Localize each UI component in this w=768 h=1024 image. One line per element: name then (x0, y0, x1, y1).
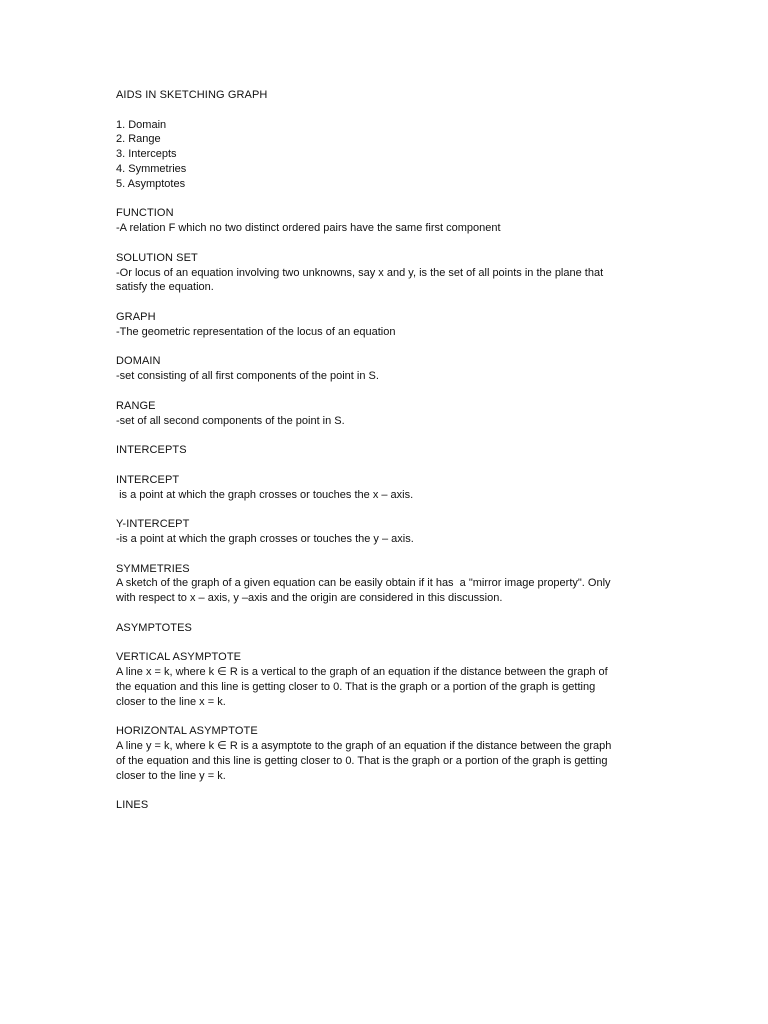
solution-set-section (116, 251, 656, 295)
spacer (116, 709, 656, 724)
spacer (116, 103, 656, 118)
domain-definition: -set consisting of all first components of the point in S. (116, 370, 379, 383)
y-intercept-section (116, 517, 656, 547)
vertical-asymptote-definition-line-3: closer to the line x = k. (116, 695, 226, 708)
horizontal-asymptote-definition-line-1: A line y = k, where k ∈ R is a asymptote to the graph of an equation if the distance between the graph (116, 740, 612, 753)
lines-section (116, 798, 656, 813)
function-section (116, 206, 656, 236)
range-heading: RANGE (116, 399, 156, 412)
symmetries-section (116, 562, 656, 606)
domain-section (116, 354, 656, 384)
spacer (116, 606, 656, 621)
intercept-definition: is a point at which the graph crosses or touches the x – axis. (116, 488, 414, 501)
title-section (116, 88, 656, 103)
spacer (116, 192, 656, 207)
vertical-asymptote-heading: VERTICAL ASYMPTOTE (116, 651, 242, 664)
spacer (116, 502, 656, 517)
vertical-asymptote-section (116, 650, 656, 709)
symmetries-definition-line-1: A sketch of the graph of a given equation can be easily obtain if it has a "mirror image property". Only (116, 577, 611, 590)
vertical-asymptote-definition-line-2: the equation and this line is getting closer to 0. That is the graph or a portion of the graph is getting (116, 680, 596, 693)
spacer (116, 635, 656, 650)
intercepts-heading: INTERCEPTS (116, 444, 187, 457)
lines-heading: LINES (116, 799, 149, 812)
vertical-asymptote-definition-line-1: A line x = k, where k ∈ R is a vertical to the graph of an equation if the distance between the graph of (116, 666, 608, 679)
graph-definition: -The geometric representation of the locus of an equation (116, 325, 396, 338)
document-page (116, 88, 656, 813)
intercept-heading: INTERCEPT (116, 473, 180, 486)
range-definition: -set of all second components of the point in S. (116, 414, 345, 427)
function-heading: FUNCTION (116, 207, 174, 220)
function-definition: -A relation F which no two distinct ordered pairs have the same first component (116, 222, 501, 235)
list-item-domain: 1. Domain (116, 118, 167, 131)
asymptotes-section (116, 621, 656, 636)
spacer (116, 236, 656, 251)
y-intercept-heading: Y-INTERCEPT (116, 518, 190, 531)
list-item-range: 2. Range (116, 133, 161, 146)
solution-set-definition-line-2: satisfy the equation. (116, 281, 214, 294)
graph-heading: GRAPH (116, 310, 156, 323)
list-item-asymptotes: 5. Asymptotes (116, 177, 186, 190)
horizontal-asymptote-definition-line-3: closer to the line y = k. (116, 769, 226, 782)
spacer (116, 428, 656, 443)
solution-set-definition-line-1: -Or locus of an equation involving two unknowns, say x and y, is the set of all points in the plane that (116, 266, 604, 279)
intercepts-section (116, 443, 656, 458)
horizontal-asymptote-definition-line-2: of the equation and this line is getting closer to 0. That is the graph or a portion of the graph is getting (116, 754, 608, 767)
asymptotes-heading: ASYMPTOTES (116, 621, 192, 634)
list-item-intercepts: 3. Intercepts (116, 148, 177, 161)
domain-heading: DOMAIN (116, 355, 161, 368)
document-title: AIDS IN SKETCHING GRAPH (116, 89, 268, 101)
graph-section (116, 310, 656, 340)
solution-set-heading: SOLUTION SET (116, 251, 198, 264)
spacer (116, 547, 656, 562)
spacer (116, 458, 656, 473)
spacer (116, 384, 656, 399)
list-item-symmetries: 4. Symmetries (116, 162, 187, 175)
symmetries-definition-line-2: with respect to x – axis, y –axis and the origin are considered in this discussion. (116, 592, 503, 605)
horizontal-asymptote-section (116, 724, 656, 783)
aids-list (116, 118, 656, 192)
y-intercept-definition: -is a point at which the graph crosses or touches the y – axis. (116, 532, 414, 545)
horizontal-asymptote-heading: HORIZONTAL ASYMPTOTE (116, 725, 258, 738)
symmetries-heading: SYMMETRIES (116, 562, 190, 575)
spacer (116, 340, 656, 355)
intercept-section (116, 473, 656, 503)
spacer (116, 295, 656, 310)
spacer (116, 783, 656, 798)
range-section (116, 399, 656, 429)
